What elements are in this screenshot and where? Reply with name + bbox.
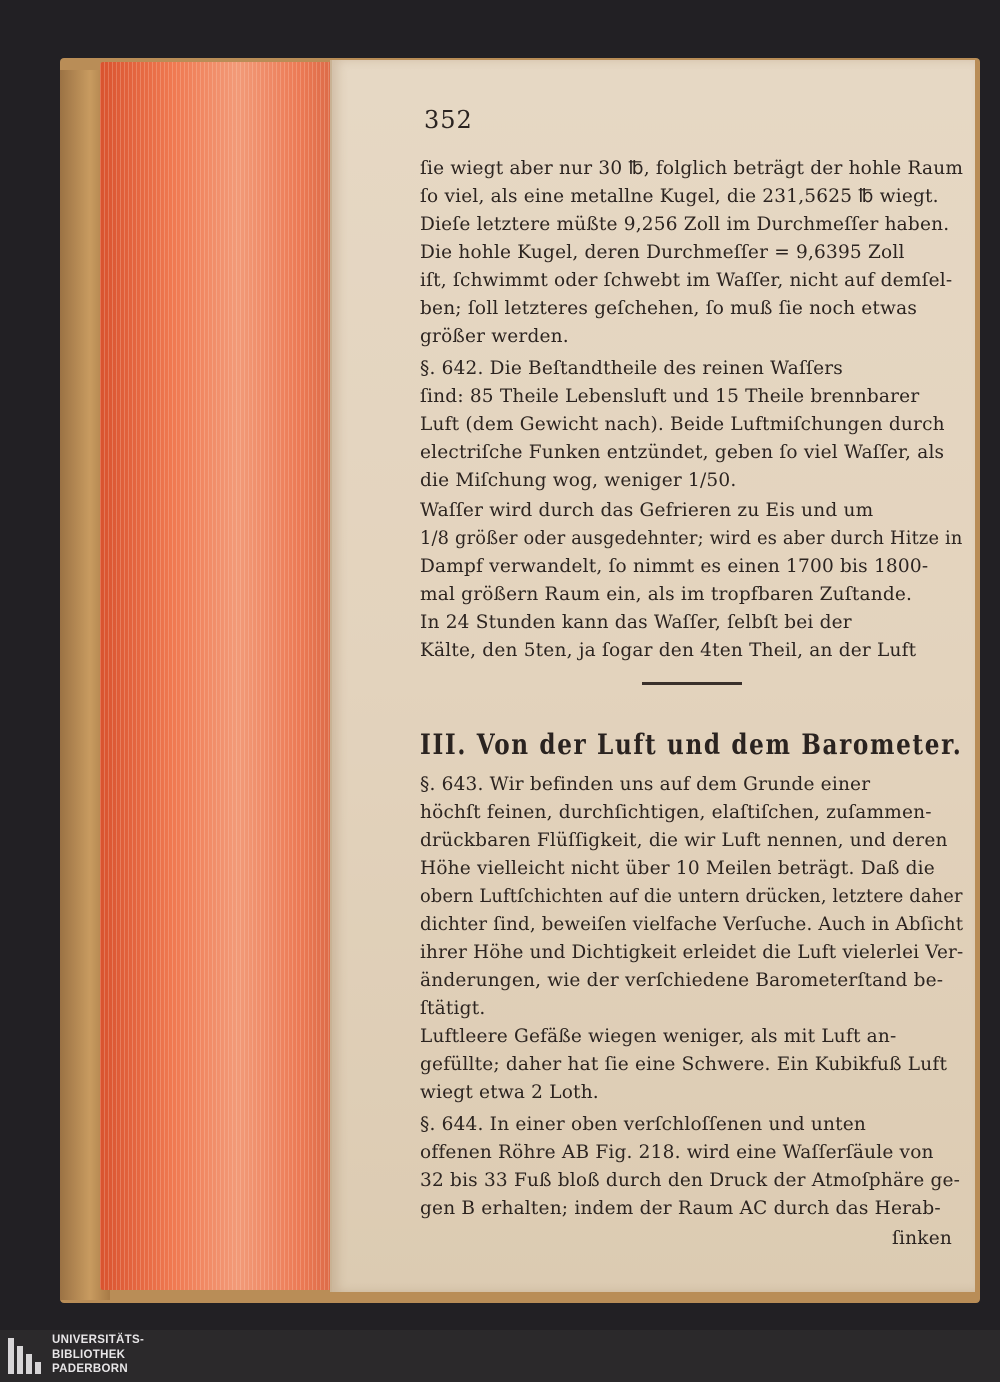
footer-bar [0, 1330, 1000, 1382]
library-name-line: BIBLIOTHEK [52, 1348, 126, 1361]
text-line: ben; ſoll letzteres geſchehen, ſo muß ſie noch etwas [420, 298, 918, 319]
text-line: größer werden. [420, 326, 569, 347]
text-line: ſtätigt. [420, 998, 486, 1019]
library-logo-icon [8, 1338, 44, 1374]
text-line: offenen Röhre AB Fig. 218. wird eine Waſſerſäule von [420, 1142, 934, 1163]
text-line: Luftleere Gefäße wiegen weniger, als mit Luft an- [420, 1026, 897, 1047]
text-line: die Miſchung wog, weniger 1/50. [420, 470, 737, 491]
text-line: iſt, ſchwimmt oder ſchwebt im Waſſer, nicht auf demſel- [420, 270, 953, 291]
text-line: §. 643. Wir befinden uns auf dem Grunde einer [420, 774, 871, 795]
text-line: §. 644. In einer oben verſchloſſenen und unten [420, 1114, 866, 1135]
text-line: ihrer Höhe und Dichtigkeit erleidet die Luft vielerlei Ver- [420, 942, 964, 963]
text-line: gefüllte; daher hat ſie eine Schwere. Ein Kubikfuß Luft [420, 1054, 948, 1075]
text-line: mal größern Raum ein, als im tropfbaren Zuſtande. [420, 584, 913, 605]
text-line: Dieſe letztere müßte 9,256 Zoll im Durchmeſſer haben. [420, 214, 950, 235]
library-name-line: PADERBORN [52, 1363, 128, 1375]
library-name [52, 1333, 144, 1377]
text-line: änderungen, wie der verſchiedene Barometerſtand be- [420, 970, 944, 991]
page-number: 352 [424, 106, 473, 134]
book-page [330, 60, 975, 1292]
text-line: ſind: 85 Theile Lebensluft und 15 Theile brennbarer [420, 386, 920, 407]
text-line: wiegt etwa 2 Loth. [420, 1082, 599, 1103]
text-line: Die hohle Kugel, deren Durchmeſſer = 9,6395 Zoll [420, 242, 905, 263]
text-line: drückbaren Flüſſigkeit, die wir Luft nennen, und deren [420, 830, 948, 851]
library-name-line: UNIVERSITÄTS- [52, 1334, 145, 1346]
text-line: obern Luftſchichten auf die untern drücken, letztere daher [420, 886, 963, 907]
text-line: gen B erhalten; indem der Raum AC durch das Herab- [420, 1198, 941, 1219]
text-line: In 24 Stunden kann das Waſſer, ſelbſt bei der [420, 612, 852, 633]
text-line: Kälte, den 5ten, ja ſogar den 4ten Theil, an der Luft [420, 640, 917, 661]
text-line: dichter ſind, beweiſen vielfache Verſuche. Auch in Abſicht [420, 914, 964, 935]
text-line: §. 642. Die Beſtandtheile des reinen Waſſers [420, 358, 843, 379]
catchword: ſinken [892, 1228, 952, 1249]
text-line: ſo viel, als eine metallne Kugel, die 231,5625 ℔ wiegt. [420, 186, 939, 207]
text-line: 32 bis 33 Fuß bloß durch den Druck der Atmoſphäre ge- [420, 1170, 961, 1191]
text-line: Höhe vielleicht nicht über 10 Meilen beträgt. Daß die [420, 858, 935, 879]
text-line: Luft (dem Gewicht nach). Beide Luftmiſchungen durch [420, 414, 945, 435]
text-line: ſie wiegt aber nur 30 ℔, folglich beträgt der hohle Raum [420, 158, 964, 179]
text-line: Waſſer wird durch das Gefrieren zu Eis und um [420, 500, 874, 521]
text-line: Dampf verwandelt, ſo nimmt es einen 1700 bis 1800- [420, 556, 929, 577]
section-heading: III. Von der Luft und dem Barometer. [420, 728, 963, 761]
text-line: höchſt feinen, durchſichtigen, elaſtiſchen, zuſammen- [420, 802, 932, 823]
page-edges [100, 62, 350, 1290]
text-line: electriſche Funken entzündet, geben ſo viel Waſſer, als [420, 442, 945, 463]
section-divider [642, 682, 742, 685]
text-line: 1/8 größer oder ausgedehnter; wird es aber durch Hitze in [420, 528, 963, 549]
